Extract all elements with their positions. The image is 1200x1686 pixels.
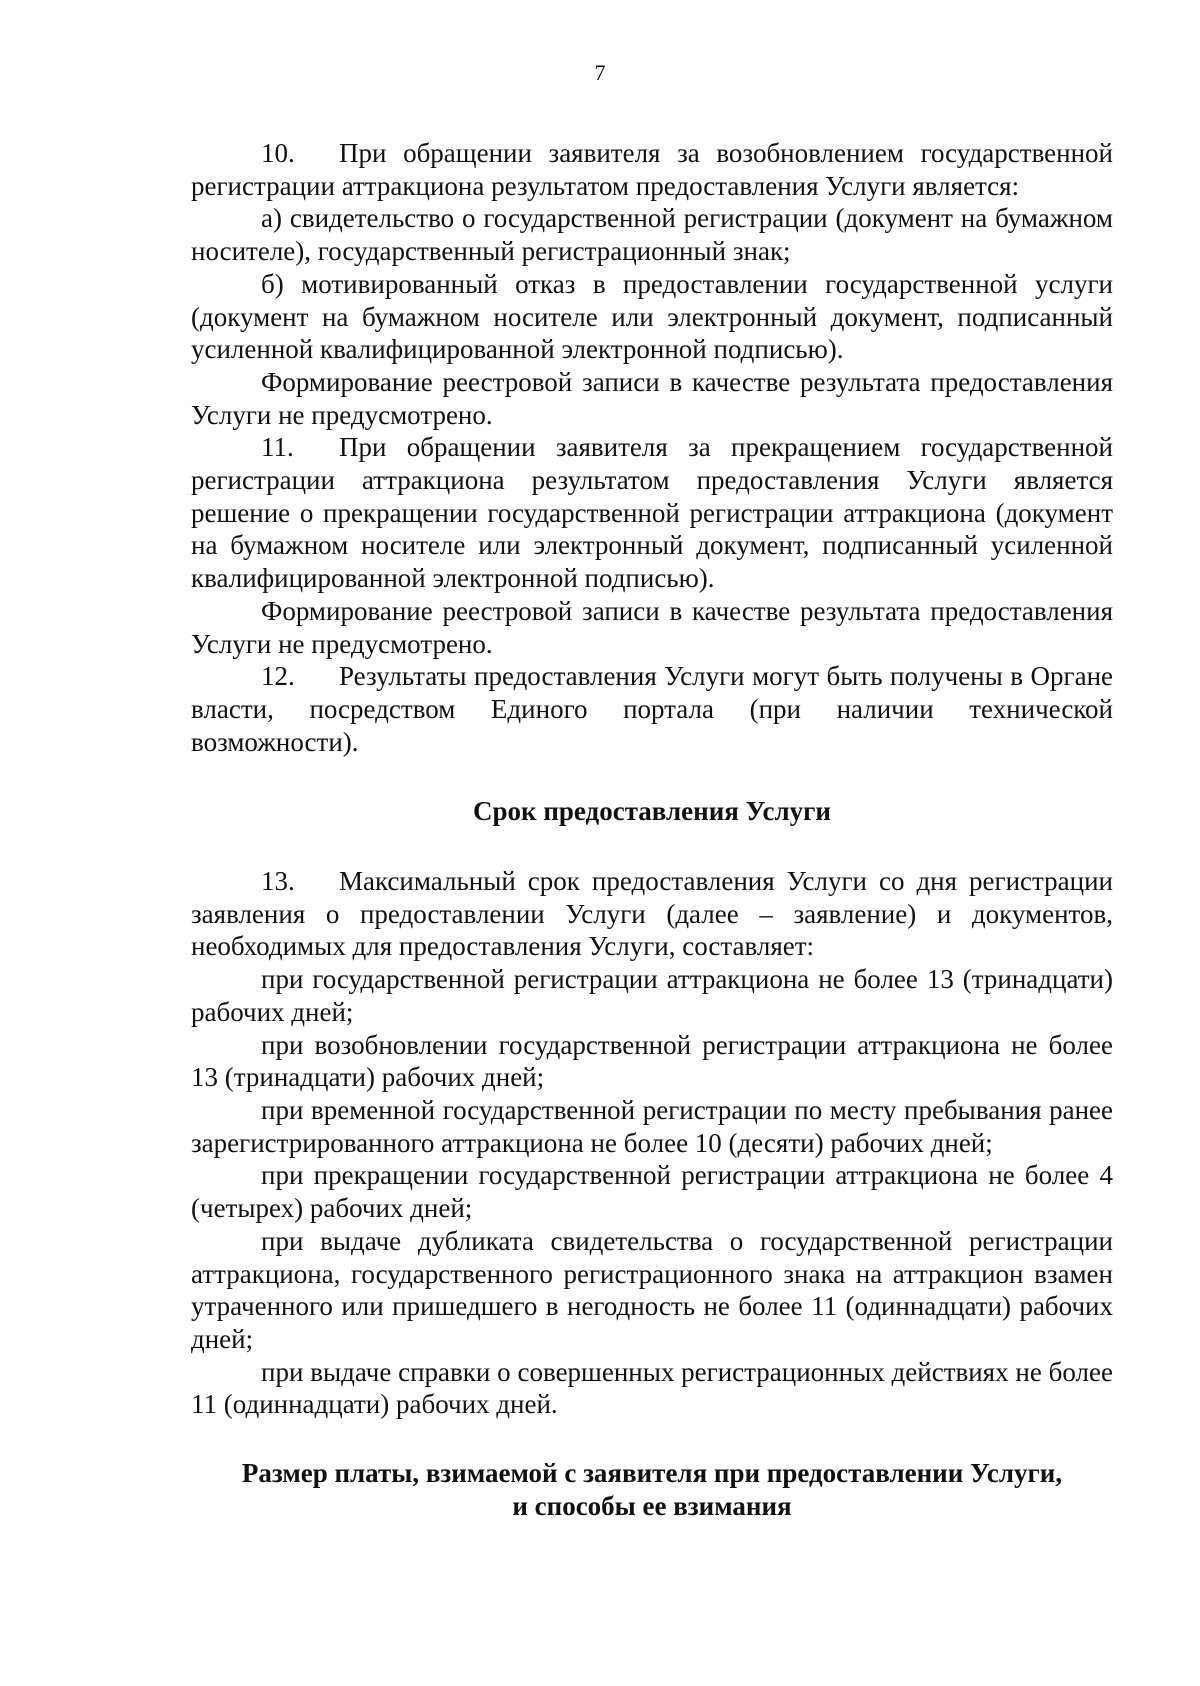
- paragraph-text: Максимальный срок предоставления Услуги со дня регистрации заявления о предоставлении Услуги (далее – заявление) и документов, необходимых для предоставления Услуги, составляет:: [191, 866, 1113, 962]
- paragraph-10: [191, 137, 1113, 202]
- paragraph-text: При обращении заявителя за возобновлением государственной регистрации аттракциона результатом предоставления Услуги является:: [191, 138, 1113, 201]
- section-heading-fee: [191, 1457, 1113, 1522]
- paragraph-10-item-b: б) мотивированный отказ в предоставлении государственной услуги (документ на бумажном носителе или электронный документ, подписанный усиленной квалифицированной электронной подписью).: [191, 268, 1113, 365]
- paragraph-number: 12.: [261, 661, 295, 692]
- section-heading-fee-line-2: и способы ее взимания: [512, 1490, 792, 1521]
- section-heading-fee-line-1: Размер платы, взимаемой с заявителя при предоставлении Услуги,: [241, 1458, 1063, 1489]
- paragraph-13: [191, 865, 1113, 963]
- term-item-duplicate: при выдаче дубликата свидетельства о государственной регистрации аттракциона, государственного регистрационного знака на аттракцион взамен утраченного или пришедшего в негодность не более 11 (одиннадцати) рабочих дней;: [191, 1225, 1113, 1354]
- paragraph-10-item-a: а) свидетельство о государственной регистрации (документ на бумажном носителе), государственный регистрационный знак;: [191, 203, 1113, 267]
- section-heading-term: Срок предоставления Услуги: [473, 796, 831, 827]
- paragraph-11-registry-note: Формирование реестровой записи в качестве результата предоставления Услуги не предусмотрено.: [191, 595, 1113, 659]
- paragraph-number: 13.: [261, 866, 295, 897]
- term-item-temporary-registration: при временной государственной регистрации по месту пребывания ранее зарегистрированного аттракциона не более 10 (десяти) рабочих дней;: [191, 1094, 1113, 1158]
- paragraph-11: [191, 431, 1113, 595]
- document-body: [191, 137, 1113, 1522]
- paragraph-number: 10.: [261, 138, 295, 168]
- term-item-termination: при прекращении государственной регистрации аттракциона не более 4 (четырех) рабочих дней;: [191, 1160, 1113, 1224]
- term-item-registration: при государственной регистрации аттракциона не более 13 (тринадцати) рабочих дней;: [191, 964, 1113, 1027]
- paragraph-number: 11.: [261, 432, 294, 463]
- term-item-certificate: при выдаче справки о совершенных регистрационных действиях не более 11 (одиннадцати) рабочих дней.: [191, 1356, 1113, 1420]
- page-number: 7: [594, 60, 606, 85]
- term-item-renewal: при возобновлении государственной регистрации аттракциона не более 13 (тринадцати) рабочих дней;: [191, 1029, 1113, 1093]
- paragraph-text: Результаты предоставления Услуги могут быть получены в Органе власти, посредством Единого портала (при наличии технической возможности).: [191, 661, 1113, 757]
- paragraph-text: При обращении заявителя за прекращением государственной регистрации аттракциона результатом предоставления Услуги является решение о прекращении государственной регистрации аттракциона (документ на бумажном носителе или электронный документ, подписанный усиленной квалифицированной электронной подписью).: [191, 432, 1113, 594]
- paragraph-12: [191, 660, 1113, 758]
- paragraph-10-registry-note: Формирование реестровой записи в качестве результата предоставления Услуги не предусмотрено.: [191, 366, 1113, 430]
